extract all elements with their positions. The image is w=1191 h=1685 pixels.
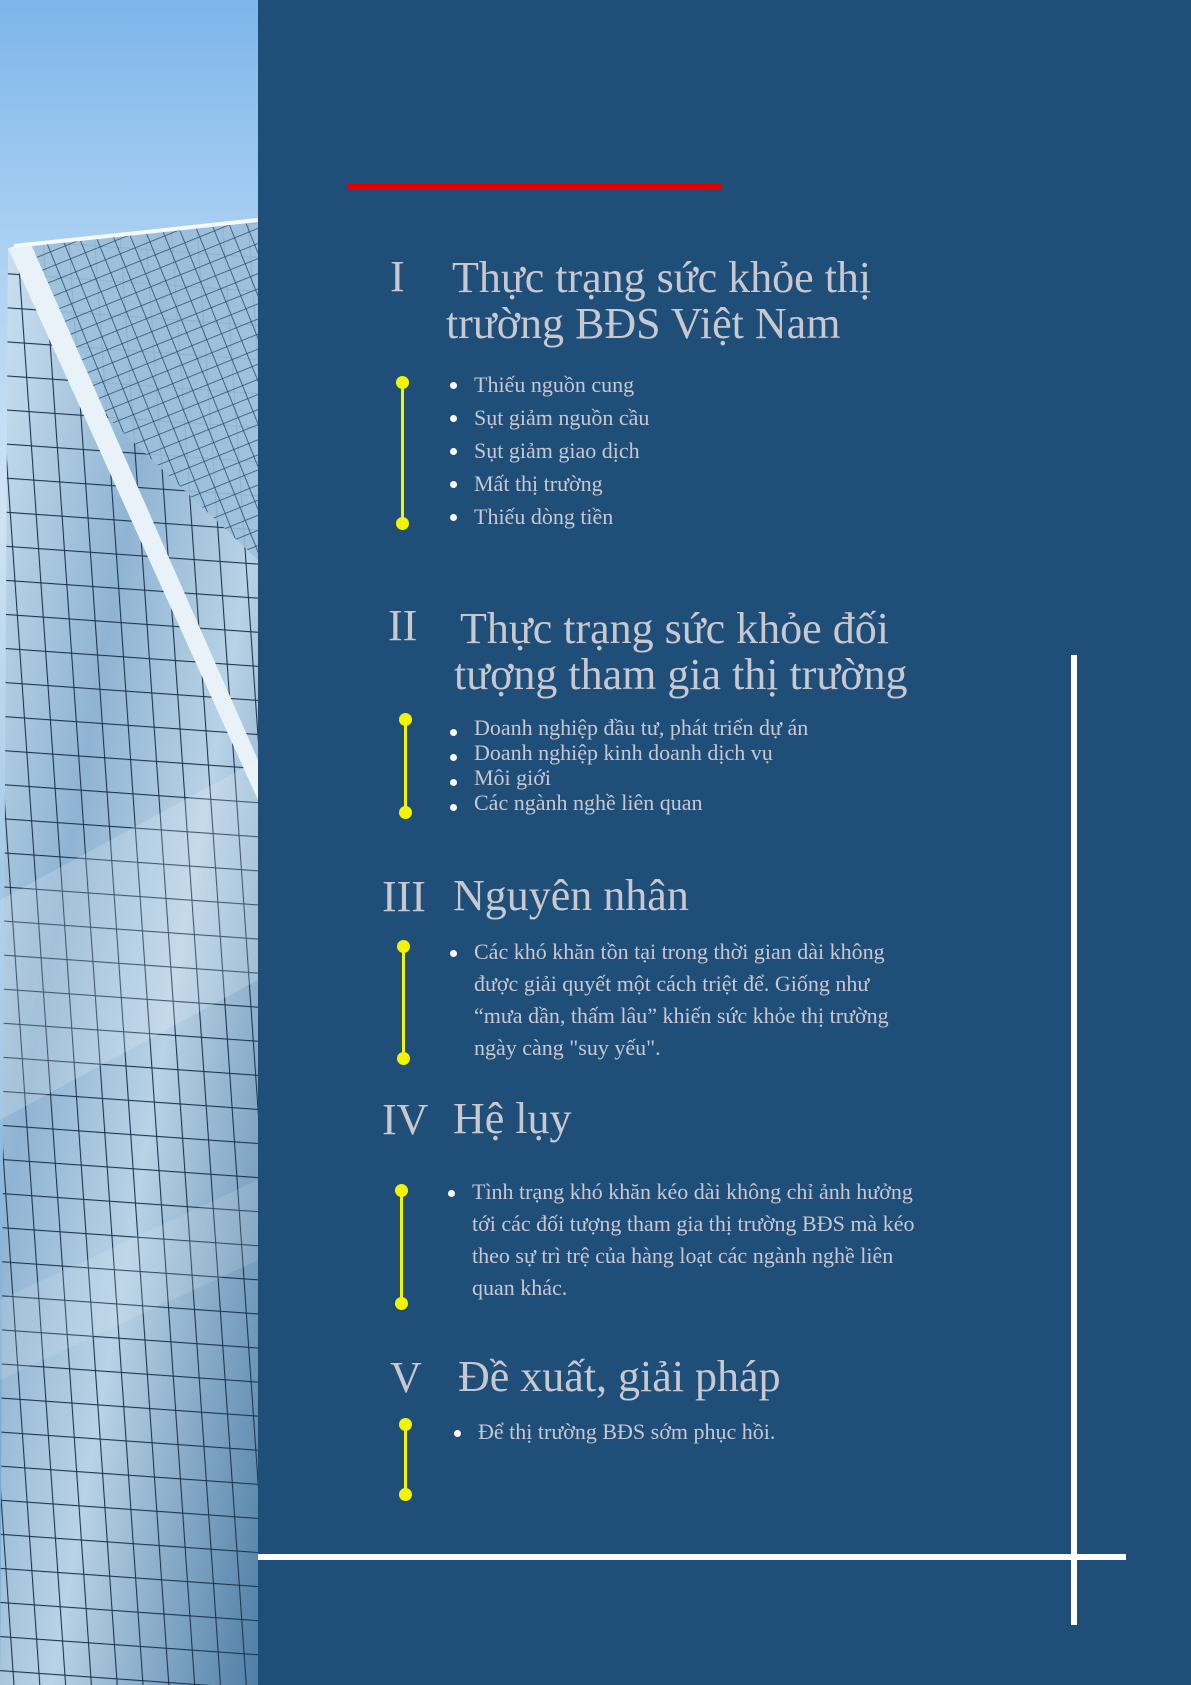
list-item: Sụt giảm nguồn cầu	[446, 401, 649, 434]
section-1-heading-line-1: Thực trạng sức khỏe thị	[452, 253, 872, 302]
section-2-heading-line-2: tượng tham gia thị trường	[454, 650, 908, 699]
list-item: Thiếu dòng tiền	[446, 500, 649, 533]
section-3-bullets	[446, 936, 921, 1064]
section-2-heading-line-1: Thực trạng sức khỏe đối	[460, 604, 889, 653]
red-accent-rule	[348, 183, 722, 190]
section-5-heading-line-1: Đề xuất, giải pháp	[458, 1352, 781, 1401]
section-4-timeline	[394, 1184, 408, 1310]
section-5-bullets	[450, 1416, 775, 1448]
list-item: Để thị trường BĐS sớm phục hồi.	[450, 1416, 775, 1448]
section-2-heading	[454, 604, 908, 699]
section-4-bullets	[444, 1176, 924, 1304]
section-4-numeral: IV	[382, 1095, 429, 1144]
skyscraper-photo	[0, 0, 258, 1685]
section-1-heading	[446, 253, 872, 348]
section-5-timeline	[398, 1418, 412, 1501]
section-5-heading	[458, 1354, 781, 1400]
section-1-numeral: I	[390, 252, 405, 301]
list-item: Tình trạng khó khăn kéo dài không chỉ ảnh hưởng tới các đối tượng tham gia thị trường BĐS mà kéo theo sự trì trệ của hàng loạt các ngành nghề liên quan khác.	[444, 1176, 924, 1304]
list-item: Mất thị trường	[446, 467, 649, 500]
section-1-bullets	[446, 368, 649, 533]
list-item: Doanh nghiệp kinh doanh dịch vụ	[446, 740, 808, 765]
section-4-heading-line-1: Hệ lụy	[453, 1094, 572, 1143]
horizontal-rule	[258, 1554, 1126, 1560]
vertical-rule	[1071, 655, 1077, 1625]
list-item: Các ngành nghề liên quan	[446, 790, 808, 815]
list-item: Sụt giảm giao dịch	[446, 434, 649, 467]
section-1-timeline	[395, 376, 409, 530]
section-5-numeral: V	[390, 1353, 422, 1402]
section-3-timeline	[396, 940, 410, 1065]
section-2-bullets	[446, 715, 808, 815]
section-3-heading	[453, 873, 689, 919]
section-3-numeral: III	[382, 872, 426, 921]
section-2-numeral: II	[388, 601, 418, 650]
section-4-heading	[453, 1096, 572, 1142]
section-3-heading-line-1: Nguyên nhân	[453, 871, 689, 920]
list-item: Các khó khăn tồn tại trong thời gian dài không được giải quyết một cách triệt để. Giống như “mưa dần, thấm lâu” khiến sức khỏe thị trường ngày càng "suy yếu".	[446, 936, 921, 1064]
section-1-heading-line-2: trường BĐS Việt Nam	[446, 299, 841, 348]
list-item: Môi giới	[446, 765, 808, 790]
section-2-timeline	[398, 713, 412, 819]
list-item: Doanh nghiệp đầu tư, phát triển dự án	[446, 715, 808, 740]
list-item: Thiếu nguồn cung	[446, 368, 649, 401]
